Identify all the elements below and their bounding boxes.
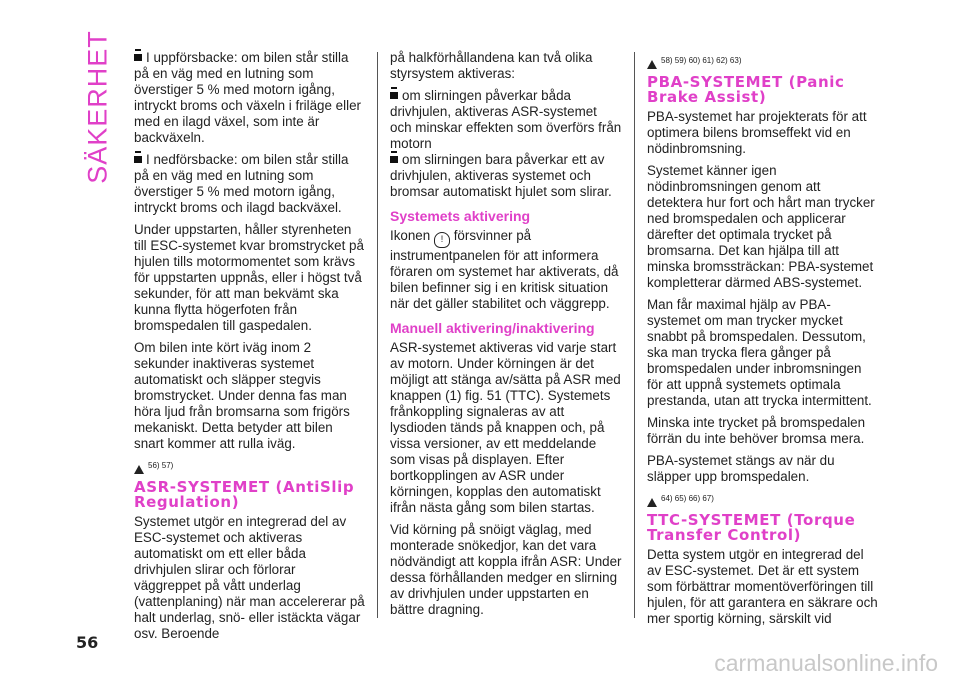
warning-icon <box>647 498 657 507</box>
manual-heading: Manuell aktivering/inaktivering <box>390 320 595 336</box>
paragraph: PBA-systemet har projekterats för att optimera bilens bromseffekt vid en nödinbromsning. <box>647 109 867 156</box>
paragraph: Under uppstarten, håller styrenheten till ESC-systemet kvar bromstrycket på hjulen tills motormomentet som krävs för uppstarten uppnås, eller i högst två sekunder, för att man bekvämt ska kunna flytta högerfoten från bromspedalen till gaspedalen. <box>134 222 364 333</box>
bullet-paragraph: om slirningen påverkar båda drivhjulen, aktiveras ASR-systemet och minskar effekten som överförs från motorn <box>390 88 622 151</box>
paragraph: Ikonen ! försvinner på instrumentpanelen för att informera föraren om systemet har aktiverats, då bilen befinner sig i en kritisk situation när det gäller stabilitet och väggrepp. <box>390 228 619 311</box>
pba-heading: PBA-SYSTEMET (Panic Brake Assist) <box>647 73 845 106</box>
paragraph: Systemet utgör en integrerad del av ESC-systemet och aktiveras automatiskt om ett eller båda drivhjulen slirar och förlorar väggreppet på vått underlag (vattenplaning) när man accelererar på halt underlag, snö- eller istäckta vägar osv. Beroende <box>134 514 365 641</box>
warning-icon <box>647 60 657 69</box>
warning-icon <box>134 465 144 474</box>
section-tab <box>78 30 118 184</box>
paragraph: Systemet känner igen nödinbromsningen genom att detektera hur fort och hårt man trycker ned bromspedalen och applicerar därefter det optimala trycket på bromsarna. Det kan hjälpa till att minska bromssträckan: PBA-systemet kompletterar därmed ABS-systemet. <box>647 163 875 290</box>
ttc-heading: TTC-SYSTEMET (Torque Transfer Control) <box>647 511 856 544</box>
paragraph: Vid körning på snöigt väglag, med monterade snökedjor, kan det vara nödvändigt att koppla ifrån ASR: Under dessa förhållanden medger en slirning av drivhjulen under uppstarten en bättre dragning. <box>390 522 622 617</box>
bullet-paragraph: om slirningen bara påverkar ett av drivhjulen, aktiveras systemet och bromsar automatiskt hjulet som slirar. <box>390 152 612 199</box>
column-3 <box>647 50 879 633</box>
column-2 <box>390 50 622 624</box>
asr-heading: ASR-SYSTEMET (AntiSlip Regulation) <box>134 478 355 511</box>
paragraph: Minska inte trycket på bromspedalen förrän du inte behöver bromsa mera. <box>647 415 866 446</box>
page-number: 56 <box>76 633 99 652</box>
watermark: carmanualsonline.info <box>714 650 938 676</box>
paragraph: PBA-systemet stängs av när du släpper upp bromspedalen. <box>647 453 835 484</box>
section-title: SÄKERHET <box>82 30 113 184</box>
warning-refs: 64) 65) 66) 67) <box>647 491 879 507</box>
esc-warning-icon: ! <box>434 232 450 248</box>
warning-refs: 56) 57) <box>134 458 366 474</box>
bullet-paragraph: I uppförsbacke: om bilen står stilla på en väg med en lutning som överstiger 5 % med motorn igång, intryckt broms och växeln i friläge eller med en ilagd växel, som inte är backväxeln. <box>134 50 361 145</box>
bullet-icon <box>134 153 142 163</box>
column-divider <box>377 52 378 618</box>
paragraph: Man får maximal hjälp av PBA-systemet om man trycker mycket snabbt på bromspedalen. Dessutom, ska man trycka flera gånger på bromspedalen under inbromsningen för att uppnå systemets optimala prestanda, utan att trycka intermittent. <box>647 297 872 408</box>
paragraph: på halkförhållandena kan två olika styrsystem aktiveras: <box>390 50 593 81</box>
column-divider <box>634 52 635 618</box>
bullet-icon <box>134 51 142 61</box>
warning-refs: 58) 59) 60) 61) 62) 63) <box>647 53 879 69</box>
bullet-icon <box>390 153 398 163</box>
paragraph: Detta system utgör en integrerad del av ESC-systemet. Det är ett system som förbättrar momentöverföringen till hjulen, för att garantera en säkrare och mer sportig körning, särskilt vid <box>647 547 878 626</box>
bullet-paragraph: I nedförsbacke: om bilen står stilla på en väg med en lutning som överstiger 5 % med motorn igång, intryckt broms och ilagd backväxel. <box>134 152 349 215</box>
paragraph: ASR-systemet aktiveras vid varje start av motorn. Under körningen är det möjligt att stänga av/sätta på ASR med knappen (1) fig. 51 (TTC). Systemets frånkoppling signaleras av att lysdioden tänds på knappen och, på vissa versioner, av ett meddelande som visas på displayen. Efter bortkopplingen av ASR under körningen, kopplas den automatiskt ifrån nästa gång som bilen startas. <box>390 340 621 515</box>
paragraph: Om bilen inte kört iväg inom 2 sekunder inaktiveras systemet automatiskt och släpper stegvis bromstrycket. Under denna fas man höra ljud från bromsarna som frigörs mekaniskt. Detta betyder att bilen snart kommer att rulla iväg. <box>134 340 350 451</box>
column-1 <box>134 50 366 648</box>
bullet-icon <box>390 89 398 99</box>
activation-heading: Systemets aktivering <box>390 208 531 224</box>
